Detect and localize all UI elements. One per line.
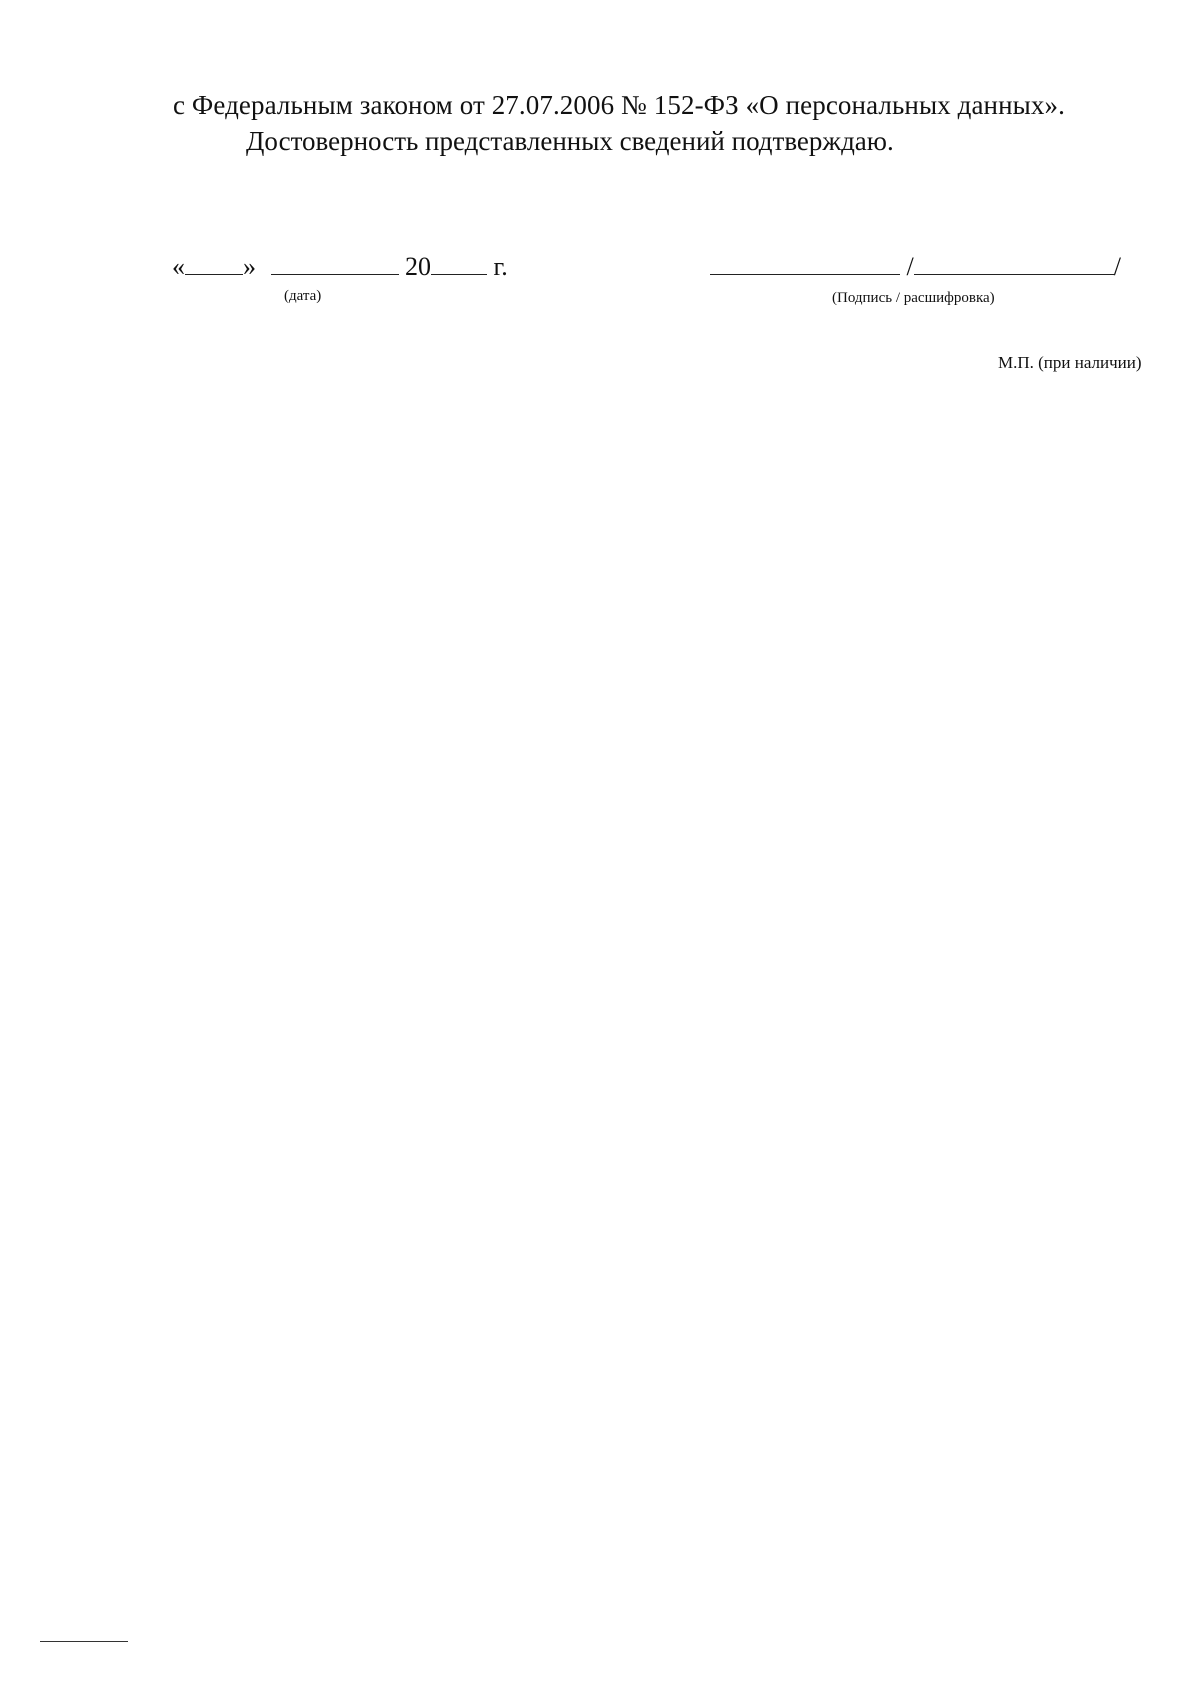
signature-decryption-blank[interactable] xyxy=(914,252,1114,275)
text-line-confirmation: Достоверность представленных сведений подтверждаю. xyxy=(246,126,894,156)
date-close-quote: » xyxy=(243,252,256,281)
signature-caption: (Подпись / расшифровка) xyxy=(832,290,995,306)
date-year-prefix: 20 xyxy=(405,252,431,281)
date-month-blank[interactable] xyxy=(271,252,399,275)
date-field xyxy=(172,252,508,282)
text-line-law-reference: с Федеральным законом от 27.07.2006 № 152-ФЗ «О персональных данных». xyxy=(173,90,1065,120)
signature-field xyxy=(710,252,1121,282)
footnote-rule xyxy=(40,1641,128,1642)
signature-separator: / xyxy=(906,252,914,281)
date-caption: (дата) xyxy=(284,288,322,304)
stamp-note: М.П. (при наличии) xyxy=(998,353,1142,372)
date-year-blank[interactable] xyxy=(431,252,487,275)
date-open-quote: « xyxy=(172,252,185,281)
signature-end-slash: / xyxy=(1113,252,1121,281)
date-day-blank[interactable] xyxy=(185,252,243,275)
date-year-suffix: г. xyxy=(493,252,508,281)
signature-blank[interactable] xyxy=(710,252,900,275)
